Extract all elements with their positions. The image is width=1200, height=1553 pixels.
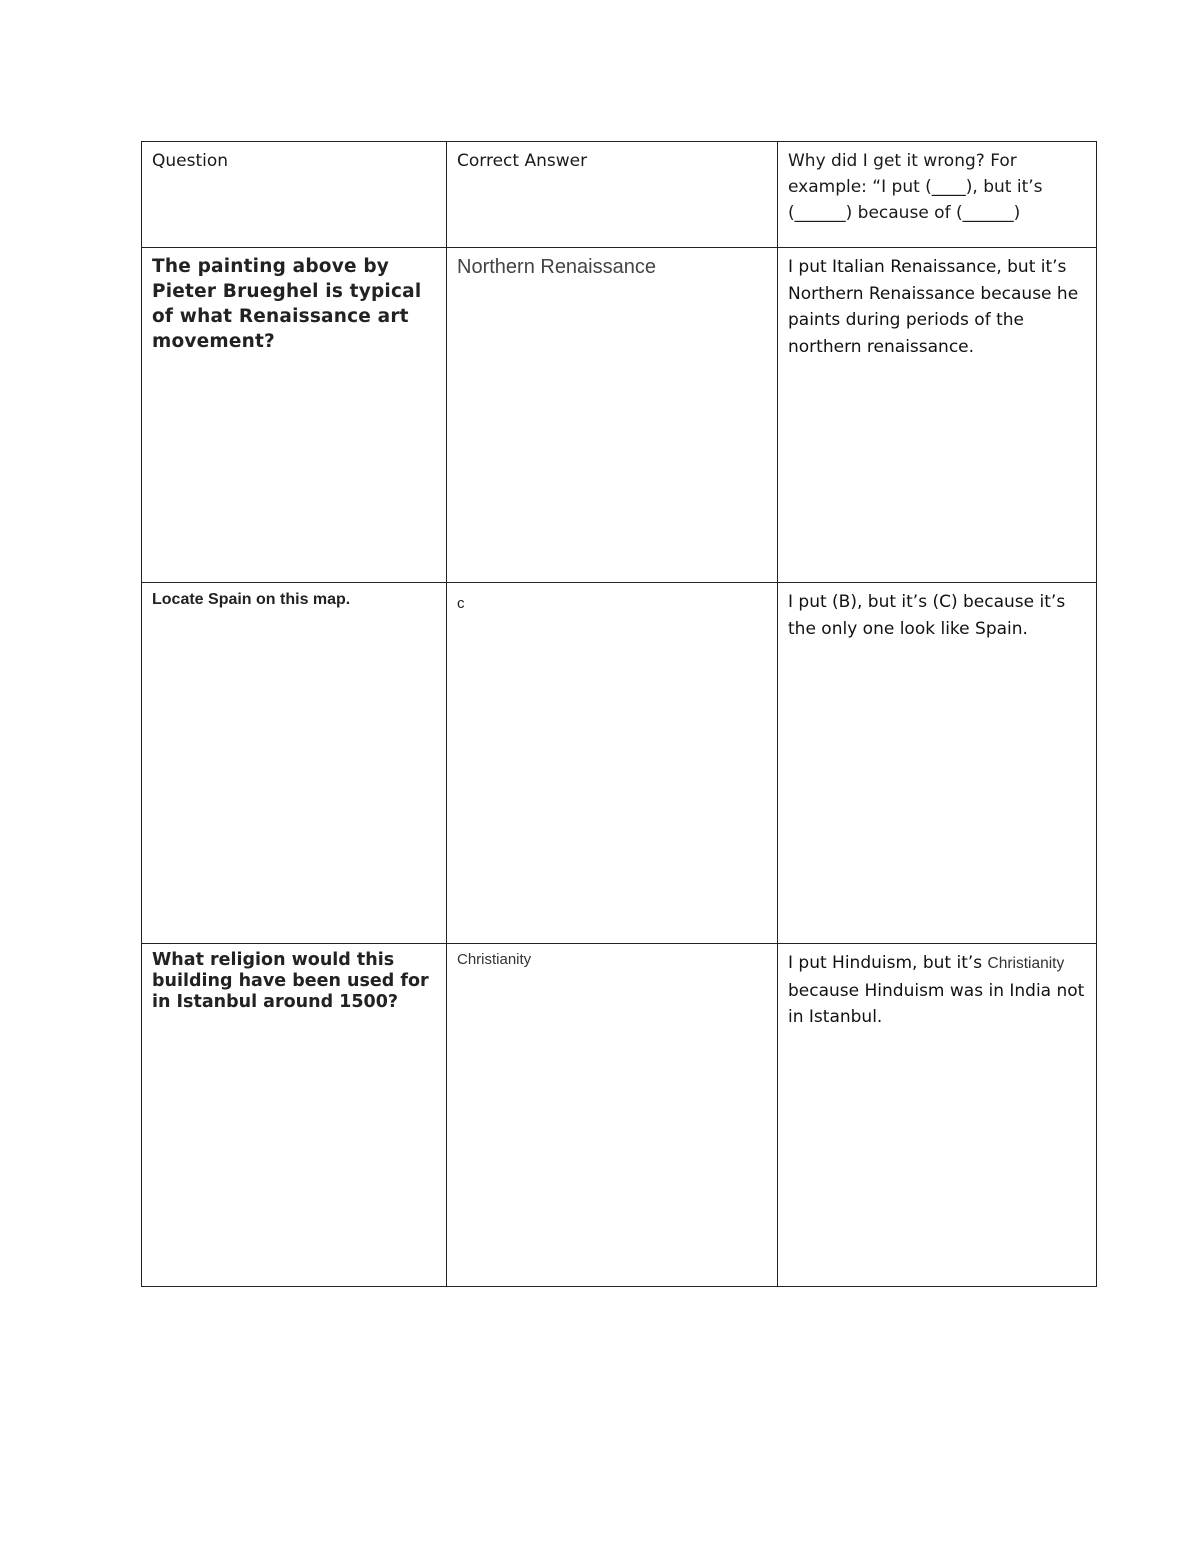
answer-review-table [141,141,1097,1287]
question-text: Locate Spain on this map. [152,591,351,608]
why-wrong-cell [778,944,1097,1287]
why-wrong-cell [778,248,1097,583]
header-correct-answer-label: Correct Answer [457,151,588,171]
question-cell [142,248,447,583]
correct-answer-text: c [457,595,465,612]
correct-answer-text: Northern Renaissance [457,256,656,278]
correct-answer-text: Christianity [457,951,532,968]
why-wrong-prefix: I put Hinduism, but it’s [788,953,988,973]
why-wrong-text: I put (B), but it’s (C) because it’s the only one look like Spain. [788,592,1066,639]
header-why-wrong-label: Why did I get it wrong? For example: “I put (____), but it’s (______) because of (______) [788,151,1043,223]
why-wrong-inline-answer: Christianity [987,955,1065,972]
table-row [142,583,1097,944]
header-question-label: Question [152,151,229,171]
why-wrong-suffix: because Hinduism was in India not in Istanbul. [788,980,1085,1027]
question-cell [142,944,447,1287]
table-header-row [142,142,1097,248]
why-wrong-text: I put Italian Renaissance, but it’s Northern Renaissance because he paints during periods of the northern renaissance. [788,257,1079,357]
question-text: The painting above by Pieter Brueghel is typical of what Renaissance art movement? [152,256,422,352]
table-row [142,248,1097,583]
header-cell-question [142,142,447,248]
header-cell-correct-answer [447,142,778,248]
header-cell-why-wrong [778,142,1097,248]
correct-answer-cell [447,944,778,1287]
table-row [142,944,1097,1287]
why-wrong-cell [778,583,1097,944]
question-text: What religion would this building have been used for in Istanbul around 1500? [152,950,429,1012]
why-wrong-text [788,950,1086,1031]
question-cell [142,583,447,944]
correct-answer-cell [447,248,778,583]
correct-answer-cell [447,583,778,944]
